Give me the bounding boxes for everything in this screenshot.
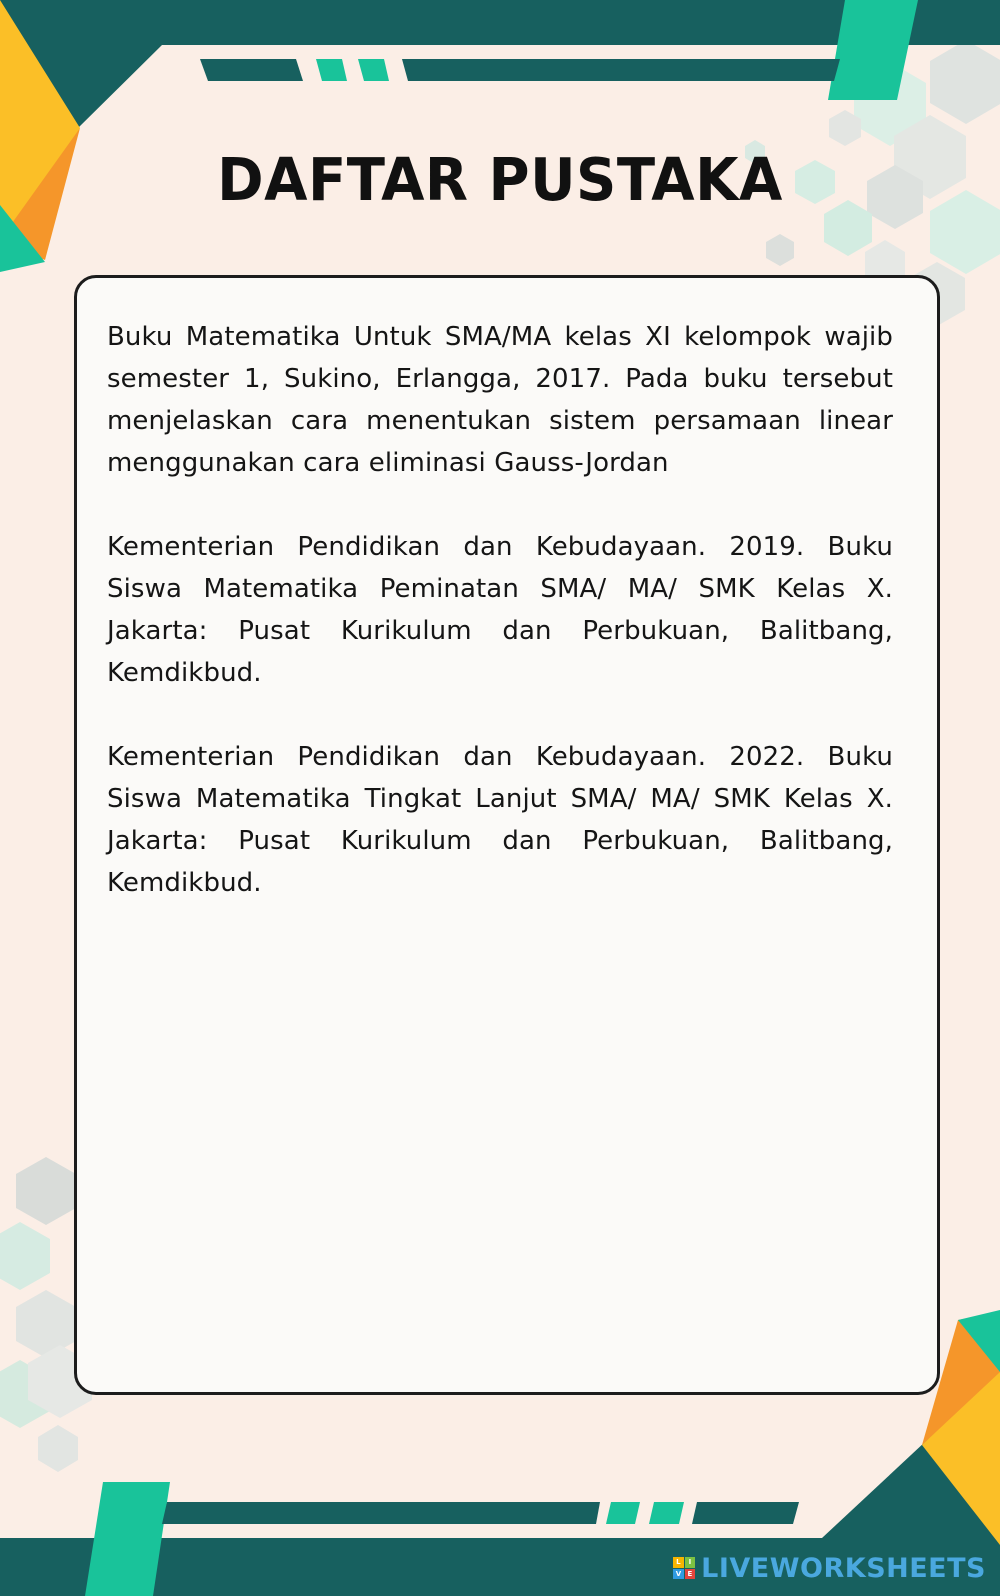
reference-item: Kementerian Pendidikan dan Kebudayaan. 2022. Buku Siswa Matematika Tingkat Lanjut SMA/ MA/ SMK Kelas X. Jakarta: Pusat Kurikulum dan Perbukuan, Balitbang, Kemdikbud. — [107, 742, 893, 898]
top-dark-bar-long — [402, 59, 840, 81]
liveworksheets-logo-icon: L I V E — [673, 1557, 695, 1579]
bottom-mint-block-1 — [606, 1502, 640, 1524]
bottom-dark-bar-right — [692, 1502, 799, 1524]
bottom-mint-block-2 — [649, 1502, 684, 1524]
watermark-text: LIVEWORKSHEETS — [701, 1552, 986, 1584]
top-dark-bar-left — [200, 59, 303, 81]
top-mint-block-1 — [316, 59, 347, 81]
reference-item: Buku Matematika Untuk SMA/MA kelas XI kelompok wajib semester 1, Sukino, Erlangga, 2017. Pada buku tersebut menjelaskan cara menentukan sistem persamaan linear menggunakan cara eliminasi Gauss-Jordan — [107, 322, 893, 478]
reference-card — [74, 275, 940, 1395]
bottom-dark-bar-long — [162, 1502, 600, 1524]
reference-list — [107, 316, 893, 904]
top-mint-block-2 — [358, 59, 389, 81]
liveworksheets-watermark — [673, 1548, 986, 1588]
page-title: DAFTAR PUSTAKA — [217, 146, 783, 215]
reference-item: Kementerian Pendidikan dan Kebudayaan. 2019. Buku Siswa Matematika Peminatan SMA/ MA/ SMK Kelas X. Jakarta: Pusat Kurikulum dan Perbukuan, Balitbang, Kemdikbud. — [107, 532, 893, 688]
